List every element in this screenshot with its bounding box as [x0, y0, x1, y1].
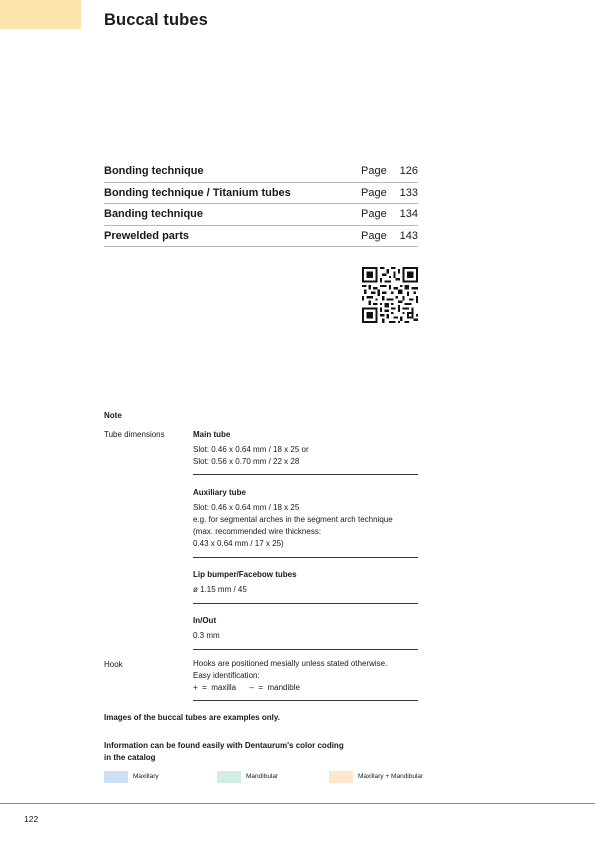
toc-page-number: 133 — [399, 186, 418, 199]
color-coding-line: in the catalog — [104, 753, 156, 762]
hook-label: Hook — [104, 660, 123, 669]
toc-row-banding[interactable] — [104, 204, 418, 226]
hook-line: Hooks are positioned mesially unless stated otherwise. — [193, 659, 388, 668]
toc-label: Bonding technique — [104, 165, 204, 177]
toc-page-number: 134 — [399, 208, 418, 220]
page-number: 122 — [24, 814, 39, 824]
maxillary-mandibular-swatch — [329, 771, 353, 783]
toc-label: Bonding technique / Titanium tubes — [104, 186, 291, 199]
tube-dimensions-label: Tube dimensions — [104, 430, 165, 439]
toc-label: Banding technique — [104, 208, 203, 220]
auxiliary-tube-line: Slot: 0.46 x 0.64 mm / 18 x 25 — [193, 503, 300, 512]
in-out-title: In/Out — [193, 616, 217, 625]
page-title: Buccal tubes — [104, 11, 208, 29]
legend-label: Mandibular — [246, 773, 279, 780]
hook-block — [193, 658, 418, 701]
examples-note: Images of the buccal tubes are examples only. — [104, 713, 280, 722]
lip-bumper-line: ø 1.15 mm / 45 — [193, 585, 247, 594]
main-tube-line: Slot: 0.56 x 0.70 mm / 22 x 28 — [193, 457, 300, 466]
auxiliary-tube-title: Auxiliary tube — [193, 488, 246, 497]
toc-row-prewelded[interactable] — [104, 226, 418, 248]
legend-label: Maxillary — [133, 773, 159, 780]
lip-bumper-block — [193, 570, 418, 604]
table-of-contents — [104, 161, 418, 247]
toc-page-word: Page — [361, 229, 387, 242]
in-out-line: 0.3 mm — [193, 631, 220, 640]
color-coding-info — [104, 740, 344, 764]
lip-bumper-title: Lip bumper/Facebow tubes — [193, 570, 297, 579]
auxiliary-tube-block — [193, 488, 418, 558]
hook-line: + = maxilla – = mandible — [193, 683, 300, 692]
mandibular-swatch — [217, 771, 241, 783]
main-tube-block — [193, 430, 418, 475]
section-tab — [0, 0, 81, 29]
color-coding-line: Information can be found easily with Dentaurum's color coding — [104, 741, 344, 750]
toc-row-bonding[interactable] — [104, 161, 418, 183]
note-heading: Note — [104, 411, 122, 420]
maxillary-swatch — [104, 771, 128, 783]
main-tube-line: Slot: 0.46 x 0.64 mm / 18 x 25 or — [193, 445, 309, 454]
toc-page-number: 143 — [399, 229, 418, 242]
auxiliary-tube-line: 0.43 x 0.64 mm / 17 x 25) — [193, 539, 284, 548]
qr-code-icon[interactable] — [362, 267, 418, 323]
toc-page-number: 126 — [399, 165, 418, 177]
hook-line: Easy identification: — [193, 671, 260, 680]
legend-label: Maxillary + Mandibular — [358, 773, 424, 780]
toc-row-titanium[interactable] — [104, 183, 418, 205]
toc-page-word: Page — [361, 186, 387, 199]
toc-page-word: Page — [361, 208, 387, 220]
toc-label: Prewelded parts — [104, 229, 189, 242]
auxiliary-tube-line: e.g. for segmental arches in the segment arch technique — [193, 515, 393, 524]
footer-divider — [0, 803, 595, 804]
in-out-block — [193, 616, 418, 650]
main-tube-title: Main tube — [193, 430, 231, 439]
auxiliary-tube-line: (max. recommended wire thickness: — [193, 527, 322, 536]
toc-page-word: Page — [361, 165, 387, 177]
